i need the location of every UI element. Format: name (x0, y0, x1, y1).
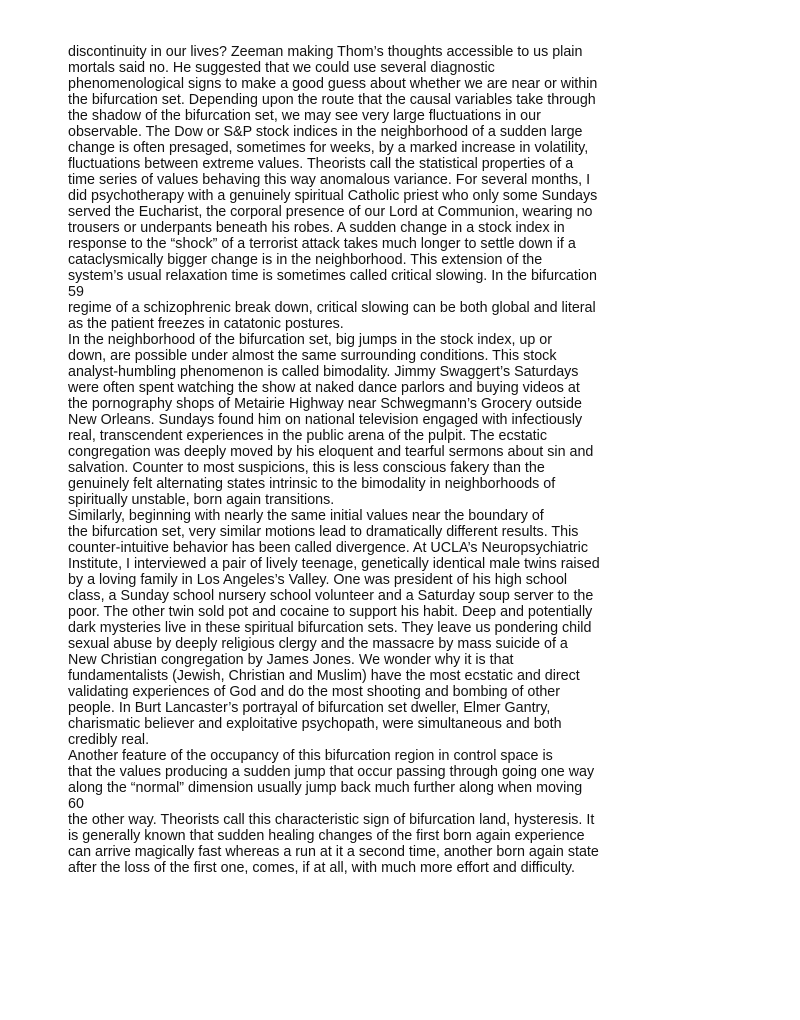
text-line: did psychotherapy with a genuinely spiritual Catholic priest who only some Sundays (68, 188, 598, 204)
text-line: class, a Sunday school nursery school volunteer and a Saturday soup server to the (68, 588, 594, 604)
text-line: Institute, I interviewed a pair of lively teenage, genetically identical male twins raised (68, 556, 600, 572)
page-number: 59 (68, 284, 84, 300)
text-line: validating experiences of God and do the most shooting and bombing of other (68, 684, 560, 700)
text-line: cataclysmically bigger change is in the neighborhood. This extension of the (68, 252, 543, 268)
text-line: poor. The other twin sold pot and cocaine to support his habit. Deep and potentially (68, 604, 593, 620)
document-page (68, 44, 768, 876)
text-line: change is often presaged, sometimes for weeks, by a marked increase in volatility, (68, 140, 589, 156)
page-number: 60 (68, 796, 84, 812)
text-line: counter-intuitive behavior has been called divergence. At UCLA’s Neuropsychiatric (68, 540, 588, 556)
text-line: regime of a schizophrenic break down, critical slowing can be both global and literal (68, 300, 596, 316)
text-line: that the values producing a sudden jump that occur passing through going one way (68, 764, 595, 780)
text-line: by a loving family in Los Angeles’s Valley. One was president of his high school (68, 572, 568, 588)
text-line: response to the “shock” of a terrorist attack takes much longer to settle down if a (68, 236, 576, 252)
text-line: Another feature of the occupancy of this bifurcation region in control space is (68, 748, 553, 764)
text-line: fluctuations between extreme values. Theorists call the statistical properties of a (68, 156, 574, 172)
text-line: the bifurcation set, very similar motions lead to dramatically different results. This (68, 524, 579, 540)
text-line: New Orleans. Sundays found him on national television engaged with infectiously (68, 412, 583, 428)
text-line: New Christian congregation by James Jones. We wonder why it is that (68, 652, 514, 668)
text-line: the bifurcation set. Depending upon the route that the causal variables take through (68, 92, 596, 108)
text-line: is generally known that sudden healing changes of the first born again experience (68, 828, 585, 844)
text-line: time series of values behaving this way anomalous variance. For several months, I (68, 172, 591, 188)
text-line: discontinuity in our lives? Zeeman making Thom’s thoughts accessible to us plain (68, 44, 583, 60)
text-line: observable. The Dow or S&P stock indices in the neighborhood of a sudden large (68, 124, 583, 140)
text-line: the pornography shops of Metairie Highway near Schwegmann’s Grocery outside (68, 396, 582, 412)
text-line: charismatic believer and exploitative psychopath, were simultaneous and both (68, 716, 562, 732)
text-line: credibly real. (68, 732, 150, 748)
text-line: genuinely felt alternating states intrinsic to the bimodality in neighborhoods of (68, 476, 556, 492)
text-line: people. In Burt Lancaster’s portrayal of bifurcation set dweller, Elmer Gantry, (68, 700, 551, 716)
text-line: trousers or underpants beneath his robes. A sudden change in a stock index in (68, 220, 565, 236)
text-line: along the “normal” dimension usually jump back much further along when moving (68, 780, 583, 796)
text-line: congregation was deeply moved by his eloquent and tearful sermons about sin and (68, 444, 594, 460)
text-line: the other way. Theorists call this characteristic sign of bifurcation land, hysteresis. It (68, 812, 595, 828)
text-line: down, are possible under almost the same surrounding conditions. This stock (68, 348, 557, 364)
text-line: Similarly, beginning with nearly the same initial values near the boundary of (68, 508, 544, 524)
text-line: were often spent watching the show at naked dance parlors and buying videos at (68, 380, 580, 396)
text-line: system’s usual relaxation time is sometimes called critical slowing. In the bifurcation (68, 268, 597, 284)
text-line: sexual abuse by deeply religious clergy and the massacre by mass suicide of a (68, 636, 568, 652)
text-line: mortals said no. He suggested that we could use several diagnostic (68, 60, 495, 76)
text-line: phenomenological signs to make a good guess about whether we are near or within (68, 76, 598, 92)
text-line: after the loss of the first one, comes, if at all, with much more effort and difficulty. (68, 860, 575, 876)
text-line: In the neighborhood of the bifurcation set, big jumps in the stock index, up or (68, 332, 553, 348)
text-line: as the patient freezes in catatonic postures. (68, 316, 344, 332)
text-line: can arrive magically fast whereas a run at it a second time, another born again state (68, 844, 599, 860)
text-line: the shadow of the bifurcation set, we may see very large fluctuations in our (68, 108, 541, 124)
text-line: fundamentalists (Jewish, Christian and Muslim) have the most ecstatic and direct (68, 668, 580, 684)
text-line: salvation. Counter to most suspicions, this is less conscious fakery than the (68, 460, 545, 476)
text-line: spiritually unstable, born again transitions. (68, 492, 335, 508)
text-line: dark mysteries live in these spiritual bifurcation sets. They leave us pondering child (68, 620, 592, 636)
text-line: real, transcendent experiences in the public arena of the pulpit. The ecstatic (68, 428, 547, 444)
text-line: served the Eucharist, the corporal presence of our Lord at Communion, wearing no (68, 204, 593, 220)
text-line: analyst-humbling phenomenon is called bimodality. Jimmy Swaggert’s Saturdays (68, 364, 579, 380)
